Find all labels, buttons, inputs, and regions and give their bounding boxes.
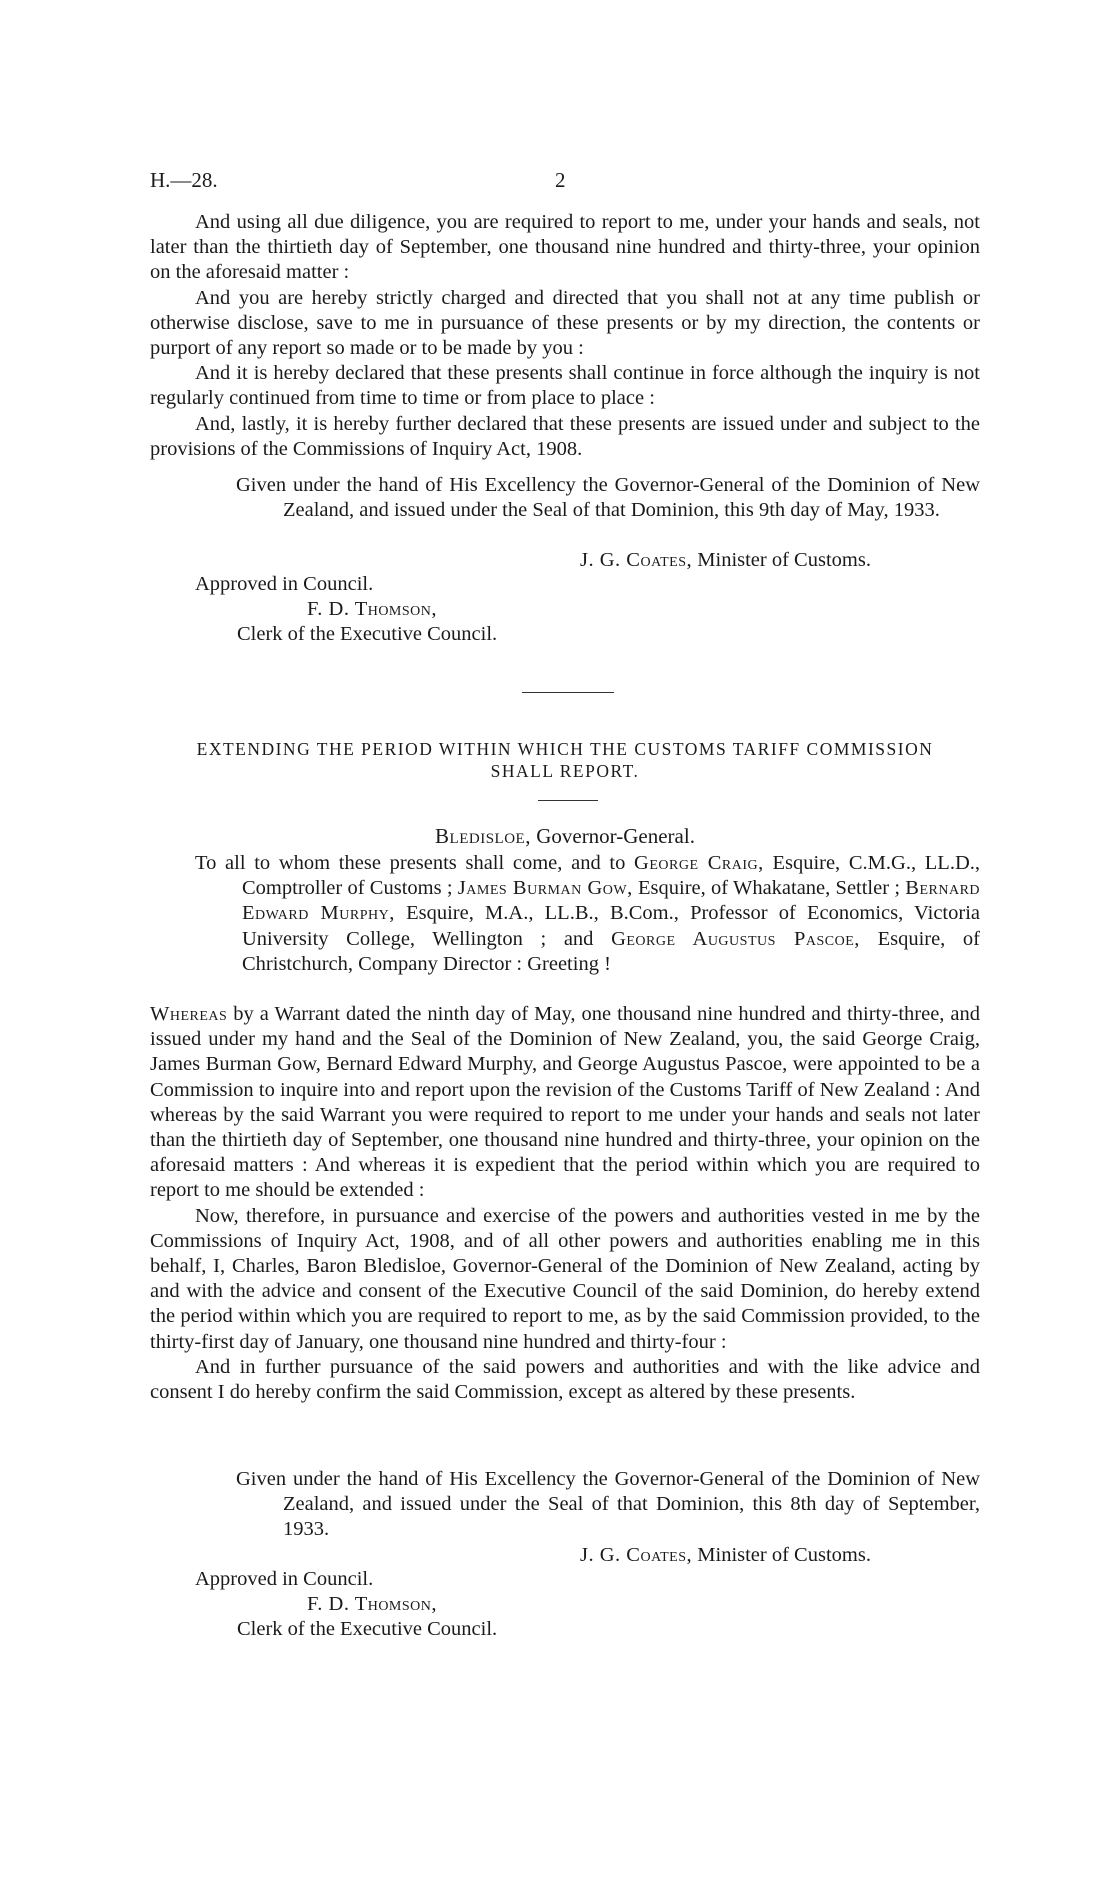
page-number: 2 (555, 168, 566, 192)
given-text: Given under the hand of His Excellency the Governor-General of the Dominion of New Zealand, and issued under the Seal of that Dominion, this 9th day of May, 1933. (236, 474, 980, 522)
address-intro: To all to whom these presents shall come, and to (195, 852, 626, 874)
heading-line: SHALL REPORT. (490, 761, 640, 781)
further-paragraph: And in further pursuance of the said powers and authorities and with the like advice and consent I do hereby confirm the said Commission, except as altered by these presents. (150, 1355, 980, 1404)
approved-in-council: Approved in Council. (195, 573, 374, 595)
minister-signature-2 (580, 1543, 871, 1568)
governor-title: Governor-General. (536, 824, 695, 848)
commissioner-desc: Esquire, of Whakatane, Settler ; (638, 877, 901, 900)
heading-line: EXTENDING THE PERIOD WITHIN WHICH THE CUSTOMS TARIFF COMMISSION (196, 739, 934, 759)
clerk-title: Clerk of the Executive Council. (237, 623, 498, 645)
address-block (195, 851, 980, 977)
whereas-word: Whereas (150, 1003, 228, 1025)
commissioner-name: George Craig, (634, 852, 764, 874)
minister-name: J. G. Coates, (580, 1544, 693, 1566)
commissioner-desc: Esquire, of Christchurch, Company Director : Greeting ! (242, 927, 981, 975)
heading-rule (538, 800, 598, 801)
whereas-text: by a Warrant dated the ninth day of May, one thousand nine hundred and thirty-three, and issued under my hand and the Seal of the Dominion of New Zealand, you, the said George Craig, James Burman Gow, Bernard Edward Murphy, and George Augustus Pascoe, were appointed to be a Commission to inquire into and report upon the revision of the Customs Tariff of New Zealand : And whereas by the said Warrant you were required to report to me under your hands and seals not later than the thirtieth day of September, one thousand nine hundred and thirty-three, your opinion on the aforesaid matters : And whereas it is expedient that the period within which you are required to report to me should be extended : (150, 1003, 980, 1202)
minister-signature (580, 548, 871, 573)
warrant-body (150, 1002, 980, 1405)
paragraph: And it is hereby declared that these presents shall continue in force although the inquiry is not regularly continued from time to time or from place to place : (150, 362, 980, 410)
minister-title: Minister of Customs. (697, 549, 871, 571)
approved-in-council-2: Approved in Council. (195, 1568, 374, 1590)
commissioner-desc: Esquire, M.A., LL.B., B.Com., Professor of Economics, Victoria University College, Wellington ; and (242, 902, 980, 950)
section-divider (522, 692, 614, 693)
paragraph: And you are hereby strictly charged and directed that you shall not at any time publish or otherwise disclose, save to me in pursuance of these presents or by my direction, the contents or purport of any report so made or to be made by you : (150, 286, 980, 360)
clerk-title-2: Clerk of the Executive Council. (237, 1618, 498, 1640)
minister-name: J. G. Coates, (580, 549, 693, 571)
clerk-name: F. D. Thomson, (307, 598, 438, 620)
page-header (150, 168, 980, 198)
continuation-paragraphs (150, 210, 980, 462)
section-heading (150, 738, 980, 782)
whereas-paragraph (150, 1002, 980, 1204)
address-text (195, 851, 980, 977)
given-text: Given under the hand of His Excellency the Governor-General of the Dominion of New Zealand, and issued under the Seal of that Dominion, this 8th day of September, 1933. (236, 1468, 980, 1541)
paper-reference: H.—28. (150, 168, 218, 192)
commissioner-name: Bernard Edward Murphy, (242, 877, 981, 925)
commissioner-name: George Augustus Pascoe, (611, 927, 860, 950)
commissioner-desc: Esquire, C.M.G., LL.D., Comptroller of Customs ; (242, 852, 980, 900)
now-therefore-paragraph: Now, therefore, in pursuance and exercise of the powers and authorities vested in me by the Commissions of Inquiry Act, 1908, and of all other powers and authorities enabling me in this behalf, I, Charles, Baron Bledisloe, Governor-General of the Dominion of New Zealand, acting by and with the advice and consent of the Executive Council of the said Dominion, do hereby extend the period within which you are required to report to me, as by the said Commission provided, to the thirty-first day of January, one thousand nine hundred and thirty-four : (150, 1204, 980, 1353)
governor-general-line (150, 824, 980, 849)
minister-title: Minister of Customs. (697, 1544, 871, 1566)
commissioner-name: James Burman Gow, (457, 877, 633, 900)
governor-name: Bledisloe, (435, 824, 531, 848)
given-under-hand-2 (236, 1467, 980, 1543)
paragraph: And using all due diligence, you are required to report to me, under your hands and seals, not later than the thirtieth day of September, one thousand nine hundred and thirty-three, your opinion on the aforesaid matter : (150, 211, 980, 284)
given-under-hand (236, 473, 980, 523)
clerk-name-2: F. D. Thomson, (307, 1593, 438, 1615)
paragraph: And, lastly, it is hereby further declared that these presents are issued under and subject to the provisions of the Commissions of Inquiry Act, 1908. (150, 412, 980, 460)
